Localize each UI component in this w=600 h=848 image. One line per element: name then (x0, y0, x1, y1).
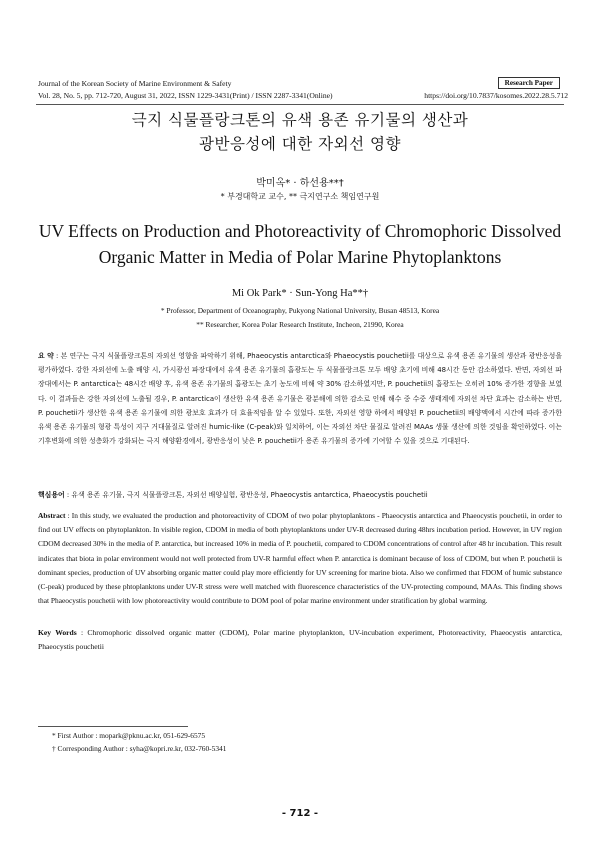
korean-abstract (38, 349, 562, 448)
header-rule (36, 104, 564, 105)
page-number: - 712 - (281, 808, 319, 819)
korean-keywords-label: 핵심용어 (38, 491, 65, 499)
korean-affiliation: * 부경대학교 교수, ** 극지연구소 책임연구원 (220, 192, 380, 201)
corresponding-author-footnote: † Corresponding Author : syha@kopri.re.kr, 032-760-5341 (52, 744, 227, 753)
english-affiliation-1: * Professor, Department of Oceanography, Pukyong National University, Busan 48513, Korea (160, 306, 440, 315)
korean-keywords (38, 488, 562, 502)
english-keywords (38, 626, 562, 654)
first-author-footnote: * First Author : mopark@pknu.ac.kr, 051-629-6575 (52, 731, 206, 740)
article-type-badge: Research Paper (498, 77, 560, 89)
korean-authors: 박미옥* · 하선용**† (256, 178, 344, 189)
korean-abstract-label: 요 약 (38, 352, 54, 360)
english-abstract-label: Abstract (38, 511, 66, 520)
korean-title-line-2: 광반응성에 대한 자외선 영향 (199, 135, 401, 153)
english-keywords-text: : Chromophoric dissolved organic matter (CDOM), Polar marine phytoplankton, UV-incubation experiment, Photoreactivity, Phaeocystis antarctica, Phaeocystis pouchetii (38, 628, 562, 652)
korean-abstract-text: : 본 연구는 극지 식물플랑크톤의 자외선 영향을 파악하기 위해, Phaeocystis antarctica와 Phaeocystis pouchetii를 대상으로 유색 용존 유기물의 생산과 광반응성을 평가하였다. 강한 자외선에 노출 배양 시, 가시광선 파장대에서 유색 용존 유기물의 흡광도는 두 식물플랑크톤 모두 배양 초기에 비해 48시간 동안 감소하였다. 반면, 자외선 파장대에서는 P. antarctica는 48시간 배양 후, 유색 용존 유기물의 흡광도는 초기 농도에 비해 약 30% 감소하였지만, P. pouchetii의 흡광도는 오히려 10% 증가한 경향을 보였다. 이 결과들은 강한 자외선에 노출될 경우, P. antarctica이 생산한 유색 용존 유기물은 광분해에 의한 감소로 인해 해수 중 수중 생태계에 자외선 차단 효과는 감소하는 반면, P. pouchetii가 생산한 유색 용존 유기물에 의한 광보호 효과가 더 효율적임을 알 수 있었다. 또한, 자외선 영향 하에서 배양된 P. pouchetii의 배양액에서 시간에 따라 증가한 유색 용존 유기물의 형광 특성이 지구 거대물질로 알려진 humic-like (C-peak)와 일치하여, 이는 자외선 차단 물질로 알려진 MAAs 생물 생산에 의한 것임을 확인하였다. 이는 기후변화에 의한 성층화가 강화되는 극지 해양환경에서, 광반응성이 낮은 P. pouchetii가 용존 유기물의 증가에 기여할 수 있을 것으로 기대된다. (38, 352, 562, 446)
korean-keywords-text: : 유색 용존 유기물, 극지 식물플랑크톤, 자외선 배양실험, 광반응성, Phaeocystis antarctica, Phaeocystis pouchetii (66, 491, 428, 499)
english-abstract (38, 509, 562, 608)
english-title-line-1: UV Effects on Production and Photoreactivity of Chromophoric Dissolved (38, 221, 562, 241)
journal-name: Journal of the Korean Society of Marine Environment & Safety (38, 79, 232, 88)
english-keywords-label: Key Words (38, 628, 77, 637)
korean-title-line-1: 극지 식물플랑크톤의 유색 용존 유기물의 생산과 (131, 111, 469, 129)
volume-line: Vol. 28, No. 5, pp. 712-720, August 31, 2022, ISSN 1229-3431(Print) / ISSN 2287-3341(Online) (38, 91, 333, 100)
english-abstract-text: : In this study, we evaluated the production and photoreactivity of CDOM of two polar phytoplanktons - Phaeocystis antarctica and Phaeocystis pouchetii, in order to find out UV effects on phytoplankton. In visible region, CDOM in media of both phytoplanktons under UV-R decreased during 48hrs incubation period. However, in UV region CDOM decreased 30% in the media of P. antarctica, but increased 10% in media of P. pouchetii, compared to CDOM concentrations of control after 48 hr incubation. This result indicates that biota in polar environment would not well protected from UV-R harmful effect when P. antarctica is dominant because of loss of CDOM, but when P. pouchetii is dominant species, production of UV absorbing organic matter could play more efficiently for UV screening for marine biota. Also we confirmed that FDOM of humic substance (C-peak) produced by these phtoplanktons under UV-R stress were well matched with fluorescence characteristics of the UV-protecting compound, MAAs. This finding shows that Phaeocystis pouchetii with low photoreactivity would contribute to DOM pool of polar marine environment under stratification by global warming. (38, 511, 562, 606)
english-title-line-2: Organic Matter in Media of Polar Marine Phytoplanktons (98, 247, 502, 267)
footnote-rule (38, 726, 188, 727)
doi-link[interactable]: https://doi.org/10.7837/kosomes.2022.28.5.712 (424, 91, 568, 100)
english-authors: Mi Ok Park* · Sun-Yong Ha**† (231, 288, 369, 299)
english-affiliation-2: ** Researcher, Korea Polar Research Institute, Incheon, 21990, Korea (196, 320, 404, 329)
